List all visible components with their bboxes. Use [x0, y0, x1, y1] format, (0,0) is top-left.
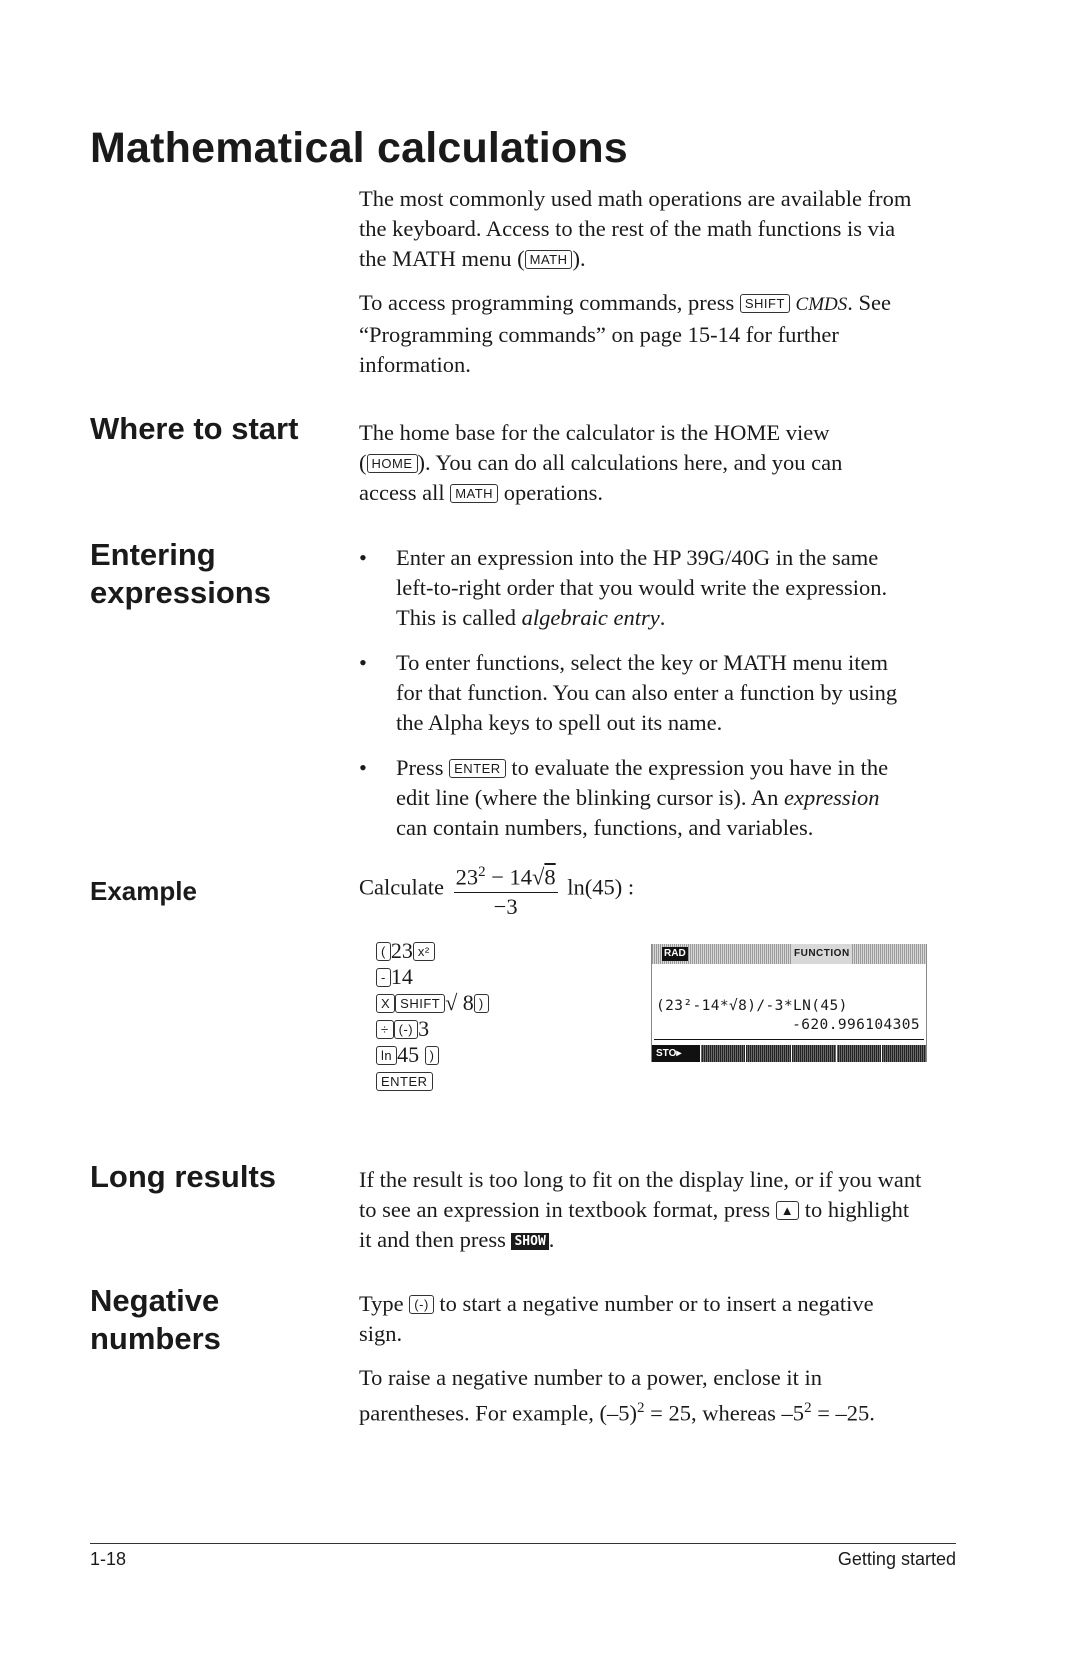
text-line: for that function. You can also enter a function by using	[396, 680, 898, 705]
text-fragment: .	[659, 605, 666, 630]
bullet-item	[359, 753, 959, 843]
screen-expression: (23²-14*√8)/-3*LN(45)	[656, 998, 848, 1014]
text-fragment: ).	[572, 246, 586, 271]
bullet-icon: •	[359, 545, 367, 570]
bullet-item	[359, 543, 959, 633]
text-fragment: the MATH menu (	[359, 246, 525, 271]
multiply-key: X	[376, 994, 395, 1013]
text-fragment: 23	[390, 938, 413, 963]
text-fragment: operations.	[503, 480, 604, 505]
text-line	[359, 448, 959, 478]
where-to-start-paragraph	[359, 418, 959, 508]
screen-header	[652, 944, 926, 964]
intro-line	[359, 288, 959, 320]
enter-key: ENTER	[376, 1072, 433, 1091]
right-paren-key: )	[474, 994, 489, 1013]
calculator-screen	[651, 944, 927, 1062]
exponent: 2	[637, 1400, 645, 1416]
exponent: 2	[478, 864, 486, 880]
math-key: MATH	[525, 250, 573, 269]
math-key: MATH	[450, 484, 498, 503]
bullet-item	[359, 648, 959, 738]
page-number: 1-18	[90, 1549, 127, 1569]
text-fragment: √ 8	[445, 990, 474, 1015]
keystroke-line	[376, 964, 489, 990]
intro-line: “Programming commands” on page 15-14 for further	[359, 322, 839, 347]
text-fragment: = 25, whereas –5	[644, 1400, 805, 1426]
example-formula	[359, 858, 634, 921]
text-fragment: (	[359, 450, 367, 475]
text-fragment: This is called	[396, 605, 516, 630]
softkey	[792, 1045, 837, 1062]
keystroke-line	[376, 938, 489, 964]
text-fragment: Type	[359, 1291, 404, 1316]
text-fragment: to start a negative number or to insert a negative	[439, 1291, 874, 1316]
text-fragment: access all	[359, 480, 445, 505]
section-name: Getting started	[837, 1549, 956, 1569]
show-softkey: SHOW	[511, 1233, 548, 1250]
negative-key: (-)	[409, 1295, 434, 1314]
keystroke-line	[376, 1068, 489, 1094]
intro-line: the keyboard. Access to the rest of the math functions is via	[359, 216, 896, 241]
denominator: −3	[493, 893, 518, 919]
heading-line: Negative	[90, 1283, 220, 1318]
footer-rule	[90, 1543, 956, 1544]
text-line: The home base for the calculator is the HOME view	[359, 420, 830, 445]
text-line	[359, 1195, 959, 1225]
shift-key: SHIFT	[395, 994, 445, 1013]
text-fragment: edit line (where the blinking cursor is). An	[396, 785, 779, 810]
x-squared-key: x²	[413, 942, 435, 961]
cmds-label: CMDS	[795, 294, 848, 315]
softkey	[837, 1045, 882, 1062]
text-fragment: Press	[396, 755, 444, 780]
screen-menu-bar	[652, 1045, 926, 1062]
keystroke-sequence	[376, 938, 489, 1094]
right-paren-key: )	[425, 1046, 440, 1065]
heading-line: numbers	[90, 1321, 221, 1356]
text-line	[396, 753, 959, 783]
sqrt-argument: 8	[544, 864, 556, 890]
text-line	[396, 783, 959, 813]
exponent: 2	[804, 1400, 812, 1416]
long-results-heading: Long results	[90, 1159, 277, 1194]
softkey	[701, 1045, 746, 1062]
text-fragment: to evaluate the expression you have in the	[511, 755, 889, 780]
numerator	[454, 858, 558, 893]
text-fragment: To access programming commands, press	[359, 290, 735, 315]
page-title: Mathematical calculations	[90, 124, 628, 172]
text-line: can contain numbers, functions, and variables.	[396, 815, 814, 840]
where-to-start-heading: Where to start	[90, 411, 299, 446]
divide-key: ÷	[376, 1020, 394, 1039]
up-arrow-key: ▲	[776, 1201, 799, 1220]
heading-line: Entering	[90, 537, 216, 572]
sqrt-icon: √	[532, 864, 545, 890]
italic-term: algebraic entry	[521, 605, 660, 630]
ln-key: ln	[376, 1046, 397, 1065]
text-line: If the result is too long to fit on the display line, or if you want	[359, 1167, 922, 1192]
long-results-paragraph	[359, 1165, 959, 1255]
text-fragment: = –25.	[811, 1400, 875, 1426]
text-fragment: ). You can do all calculations here, and you can	[417, 450, 843, 475]
keystroke-line	[376, 1016, 489, 1042]
text-line: To enter functions, select the key or MATH menu item	[396, 650, 889, 675]
negative-paragraph-1	[359, 1289, 959, 1349]
keystroke-line	[376, 990, 489, 1016]
text-fragment: to highlight	[804, 1197, 910, 1222]
softkey	[882, 1045, 926, 1062]
negative-numbers-heading	[90, 1282, 221, 1358]
example-heading: Example	[90, 876, 197, 906]
text-fragment: . See	[847, 290, 892, 315]
heading-line: expressions	[90, 575, 271, 610]
app-mode-label: FUNCTION	[792, 944, 852, 964]
screen-result: -620.996104305	[792, 1017, 920, 1033]
text-fragment: to see an expression in textbook format, press	[359, 1197, 771, 1222]
home-key: HOME	[367, 454, 418, 473]
angle-mode-indicator: RAD	[664, 948, 686, 959]
text-line: sign.	[359, 1321, 403, 1346]
text-line	[359, 478, 959, 508]
enter-key: ENTER	[449, 759, 506, 778]
text-line	[359, 1289, 959, 1319]
softkey	[746, 1045, 791, 1062]
minus-key: -	[376, 968, 391, 987]
text-fragment: 45	[397, 1042, 420, 1067]
negative-paragraph-2	[359, 1363, 959, 1429]
text-line: Enter an expression into the HP 39G/40G in the same	[396, 545, 879, 570]
left-paren-key: (	[376, 942, 391, 961]
text-fragment: it and then press	[359, 1227, 506, 1252]
text-line	[396, 603, 959, 633]
intro-line: The most commonly used math operations are available from	[359, 186, 912, 211]
formula-tail: ln(45) :	[567, 874, 635, 900]
text-line	[359, 1393, 959, 1429]
intro-paragraph-2	[359, 288, 959, 380]
text-fragment: 3	[418, 1016, 430, 1041]
bullet-icon: •	[359, 650, 367, 675]
text-line: the Alpha keys to spell out its name.	[396, 710, 723, 735]
negative-key: (-)	[394, 1020, 419, 1039]
text-fragment: .	[548, 1227, 555, 1252]
text-line	[359, 1225, 959, 1255]
keystroke-line	[376, 1042, 489, 1068]
intro-line: information.	[359, 352, 471, 377]
intro-paragraph-1	[359, 184, 959, 274]
italic-term: expression	[784, 785, 880, 810]
fraction	[454, 858, 558, 921]
screen-divider	[654, 1039, 924, 1040]
shift-key: SHIFT	[740, 294, 790, 313]
intro-line	[359, 244, 959, 274]
entering-expressions-heading	[90, 536, 271, 612]
text-fragment: − 14	[485, 864, 533, 890]
bullet-icon: •	[359, 755, 367, 780]
text-line: left-to-right order that you would write the expression.	[396, 575, 888, 600]
text-line: To raise a negative number to a power, enclose it in	[359, 1365, 822, 1390]
text-fragment: parentheses. For example, (–5)	[359, 1400, 638, 1426]
sto-softkey: STO▸	[652, 1045, 701, 1062]
calculate-label: Calculate	[359, 874, 444, 900]
text-fragment: 23	[455, 864, 479, 890]
text-fragment: 14	[390, 964, 413, 989]
